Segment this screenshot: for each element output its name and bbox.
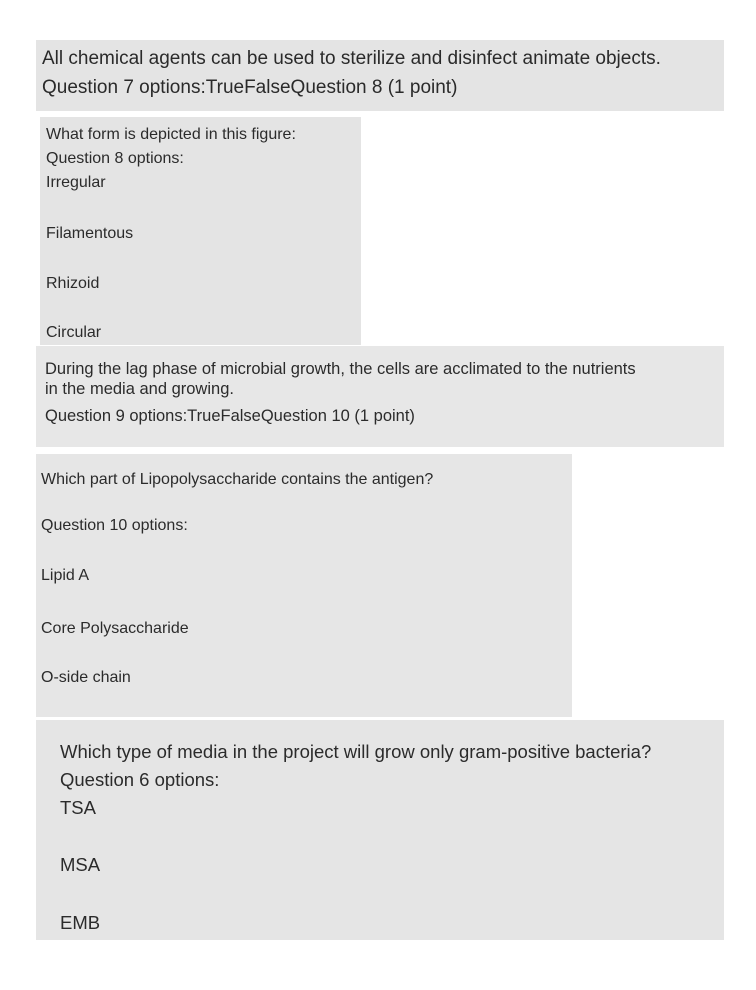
question-8-option-irregular[interactable]: Irregular xyxy=(46,174,106,191)
question-7-panel xyxy=(36,40,724,111)
question-6-option-tsa[interactable]: TSA xyxy=(60,797,96,818)
question-10-option-lipid-a[interactable]: Lipid A xyxy=(41,567,90,584)
question-10-prompt: Which part of Lipopolysaccharide contains the antigen? xyxy=(41,471,434,488)
question-10-option-core-polysaccharide[interactable]: Core Polysaccharide xyxy=(41,620,189,637)
question-7-options-line: Question 7 options:TrueFalseQuestion 8 (1 point) xyxy=(42,77,458,98)
question-6-prompt: Which type of media in the project will grow only gram-positive bacteria? xyxy=(60,741,652,762)
question-8-panel xyxy=(40,117,361,345)
question-10-panel xyxy=(36,454,572,717)
question-9-options-line: Question 9 options:TrueFalseQuestion 10 (1 point) xyxy=(45,407,415,425)
question-6-option-msa[interactable]: MSA xyxy=(60,854,101,875)
question-8-option-circular[interactable]: Circular xyxy=(46,324,102,341)
question-6-panel xyxy=(36,720,724,940)
question-8-prompt: What form is depicted in this figure: xyxy=(46,126,296,143)
question-8-option-rhizoid[interactable]: Rhizoid xyxy=(46,275,100,292)
question-9-statement-line-1: During the lag phase of microbial growth, the cells are acclimated to the nutrients xyxy=(45,360,636,378)
question-6-options-label: Question 6 options: xyxy=(60,769,220,790)
question-10-options-label: Question 10 options: xyxy=(41,517,188,534)
question-9-statement-line-2: in the media and growing. xyxy=(45,380,234,398)
question-10-option-o-side-chain[interactable]: O-side chain xyxy=(41,669,131,686)
question-8-options-label: Question 8 options: xyxy=(46,150,184,167)
question-7-statement: All chemical agents can be used to sterilize and disinfect animate objects. xyxy=(42,48,661,69)
question-6-option-emb[interactable]: EMB xyxy=(60,912,101,933)
question-9-panel xyxy=(36,346,724,447)
question-8-option-filamentous[interactable]: Filamentous xyxy=(46,225,134,242)
